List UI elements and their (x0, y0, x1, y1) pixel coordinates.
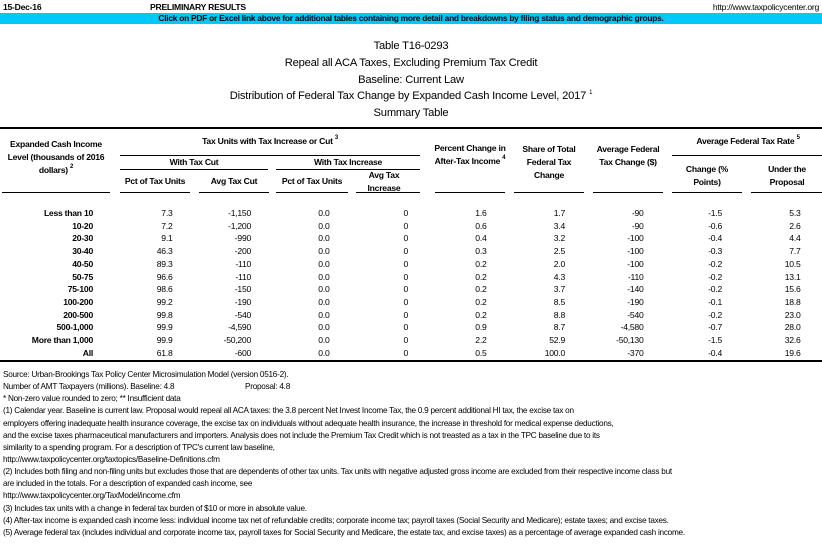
income-level-label: 20-30 (72, 233, 93, 244)
table-row (0, 334, 822, 347)
table-row (0, 232, 822, 245)
table-cell: 0.2 (475, 309, 487, 320)
table-cell: 1.7 (553, 208, 565, 218)
table-row (0, 245, 822, 258)
table-cell: 4.3 (553, 271, 565, 282)
table-cell: 0.6 (475, 220, 487, 231)
column-headers (0, 130, 822, 200)
subtitle-text: Distribution of Federal Tax Change by Expanded Cash Income Level, 2017 (229, 90, 587, 103)
table-cell: 5.3 (789, 208, 801, 218)
table-row (0, 296, 822, 309)
table-cell: -1.5 (708, 335, 722, 345)
underline (672, 192, 742, 193)
table-cell: 7.2 (161, 220, 173, 231)
income-level-label: 50-75 (72, 271, 93, 282)
table-row (0, 347, 822, 360)
footnote-3: (3) Includes tax units with a change in federal tax burden of $10 or more in absolute value. (3, 503, 307, 513)
table-cell: 0.0 (318, 284, 330, 295)
table-cell: -990 (234, 233, 251, 244)
underline (120, 169, 268, 170)
table-cell: 0.2 (475, 284, 487, 295)
header-text: Tax Units with Tax Increase or Cut (202, 136, 333, 146)
header-income-level (0, 138, 112, 177)
table-cell: 2.5 (553, 246, 565, 257)
divider (0, 360, 822, 362)
footnote-ref: 5 (796, 135, 800, 141)
table-cell: -0.2 (708, 271, 722, 282)
footnote-ref: 4 (502, 155, 506, 161)
table-cell: -110 (235, 271, 251, 282)
table-cell: 100.0 (544, 347, 565, 358)
divider (0, 127, 822, 129)
table-cell: 3.4 (553, 220, 565, 231)
income-level-label: 40-50 (72, 258, 93, 269)
table-cell: 1.6 (475, 208, 487, 218)
header-pct-units-cut: Pct of Tax Units (124, 176, 186, 186)
table-cell: 23.0 (784, 309, 801, 320)
footnote-1-cont: employers offering inadequate health insurance coverage, the excise tax on individuals without adequate health insurance, the increase in threshold for medical expense deductions, (3, 418, 614, 428)
underline (356, 192, 420, 193)
underline (593, 192, 663, 193)
table-cell: 0.0 (318, 309, 330, 320)
table-cell: 28.0 (784, 322, 801, 333)
table-cell: -50,130 (616, 335, 644, 345)
table-cell: -100 (627, 233, 644, 244)
footnote-1: (1) Calendar year. Baseline is current law. Proposal would repeal all ACA taxes: the 3.8 percent Net Invest Income Tax, the 0.9 percent additional HI tax, the excise tax on (3, 406, 574, 416)
table-cell: 99.8 (156, 309, 173, 320)
table-cell: 8.7 (553, 322, 565, 333)
footnote-ref: 1 (589, 90, 593, 97)
table-cell: -4,580 (620, 322, 644, 333)
table-cell: -0.7 (708, 322, 722, 333)
table-title: Repeal all ACA Taxes, Excluding Premium Tax Credit (284, 56, 538, 69)
underline (2, 192, 110, 193)
table-cell: 0.0 (318, 347, 330, 358)
underline (276, 192, 348, 193)
table-row (0, 309, 822, 322)
header-pct-units-inc: Pct of Tax Units (281, 176, 343, 186)
amt-note (3, 381, 818, 393)
table-cell: -200 (234, 246, 251, 257)
table-cell: 7.3 (161, 208, 173, 218)
table-cell: 7.7 (789, 246, 801, 257)
table-cell: 0.0 (318, 296, 330, 307)
table-cell: 0.2 (475, 258, 487, 269)
table-row (0, 258, 822, 271)
header-tax-units (120, 135, 420, 148)
table-cell: 0 (403, 309, 408, 320)
footnotes (3, 369, 818, 539)
table-cell: 46.3 (156, 246, 173, 257)
table-cell: -0.4 (708, 233, 722, 244)
underline (435, 192, 505, 193)
table-cell: -50,200 (223, 335, 251, 345)
table-cell: -0.2 (708, 258, 722, 269)
income-level-label: 100-200 (63, 296, 93, 307)
summary-label: Summary Table (373, 107, 449, 120)
table-cell: -1,200 (228, 220, 251, 231)
table-cell: 89.3 (156, 258, 173, 269)
header-with-tax-increase: With Tax Increase (313, 157, 383, 167)
table-row (0, 220, 822, 233)
header-text: Percent Change in After-Tax Income (434, 143, 506, 166)
table-cell: 0 (403, 335, 408, 345)
income-level-label: 30-40 (72, 246, 93, 257)
table-row (0, 207, 822, 220)
rounding-note: * Non-zero value rounded to zero; ** Insufficient data (3, 394, 181, 404)
preliminary-label: PRELIMINARY RESULTS (150, 2, 246, 12)
header-rate-change: Change (% Points) (685, 164, 729, 187)
footnote-2: (2) Includes both filing and non-filing units but excludes those that are dependents of other tax units. Tax units with negative adjusted gross income are excluded from their respective income class but (3, 467, 672, 477)
table-cell: 2.6 (789, 220, 801, 231)
table-cell: -190 (627, 296, 644, 307)
table-cell: 0.0 (318, 246, 330, 257)
table-row (0, 321, 822, 334)
footnote-ref: 3 (334, 135, 338, 141)
table-cell: 0.0 (318, 271, 330, 282)
table-cell: 8.5 (553, 296, 565, 307)
info-banner: Click on PDF or Excel link above for additional tables containing more detail and breakdowns by filing status and demographic groups. (0, 13, 822, 24)
header-pct-change (434, 142, 506, 168)
table-cell: 0 (403, 296, 408, 307)
income-level-label: All (82, 347, 93, 358)
table-cell: 0.0 (318, 233, 330, 244)
table-cell: -90 (631, 220, 644, 231)
income-level-label: 200-500 (63, 309, 93, 320)
table-cell: 3.2 (553, 233, 565, 244)
income-level-label: More than 1,000 (31, 335, 93, 345)
table-cell: 0.9 (475, 322, 487, 333)
table-cell: 0.2 (475, 271, 487, 282)
report-date: 15-Dec-16 (3, 2, 42, 12)
table-cell: -540 (234, 309, 251, 320)
table-cell: 61.8 (156, 347, 173, 358)
income-level-label: 75-100 (67, 284, 93, 295)
table-subtitle (0, 88, 822, 105)
table-cell: 99.9 (156, 335, 173, 345)
table-titles (0, 38, 822, 122)
header-text: Average Federal Tax Rate (696, 136, 795, 146)
income-level-label: Less than 10 (43, 208, 93, 218)
table-cell: 0 (403, 322, 408, 333)
table-cell: 0 (403, 284, 408, 295)
table-cell: 0 (403, 347, 408, 358)
source-note: Source: Urban-Brookings Tax Policy Center Microsimulation Model (version 0516-2). (3, 370, 289, 379)
underline (199, 192, 269, 193)
link-row (3, 454, 818, 466)
table-cell: -0.2 (708, 284, 722, 295)
table-cell: -190 (234, 296, 251, 307)
footnote-ref: 2 (70, 164, 74, 170)
table-cell: -1,150 (228, 208, 251, 218)
header-avg-fed-change: Average Federal Tax Change ($) (596, 144, 660, 167)
table-cell: 0.0 (318, 220, 330, 231)
table-cell: 4.4 (789, 233, 801, 244)
table-cell: 0.3 (475, 246, 487, 257)
table-cell: -0.6 (708, 220, 722, 231)
table-cell: 15.6 (784, 284, 801, 295)
table-cell: 0 (403, 246, 408, 257)
table-cell: 18.8 (784, 296, 801, 307)
table-cell: -0.2 (708, 309, 722, 320)
header-avg-tax-inc: Avg Tax Increase (367, 170, 401, 193)
link-row (3, 490, 818, 502)
table-cell: -150 (234, 284, 251, 295)
table-cell: 0.0 (318, 322, 330, 333)
underline (514, 192, 584, 193)
income-definition-link[interactable]: http://www.taxpolicycenter.org/TaxModel/income.cfm (3, 491, 181, 501)
table-cell: -600 (234, 347, 251, 358)
header-with-tax-cut: With Tax Cut (169, 157, 219, 167)
table-cell: -0.1 (708, 296, 722, 307)
footnote-4: (4) After-tax income is expanded cash income less: individual income tax net of refundable credits; corporate income tax; payroll taxes (Social Security and Medicare); estate taxes; and excise taxes. (3, 515, 669, 525)
footnote-1-cont: and the excise taxes pharmaceutical manufacturers and importers. Analysis does not include the Premium Tax Credit which is not treasted as a tax in the TPC baseline due to its (3, 430, 600, 440)
header-share-total: Share of Total Federal Tax Change (522, 144, 576, 180)
table-cell: -140 (627, 284, 644, 295)
table-cell: 0.0 (318, 208, 330, 218)
table-cell: 0.4 (475, 233, 487, 244)
baseline-definitions-link[interactable]: http://www.taxpolicycenter.org/taxtopics/Baseline-Definitions.cfm (3, 454, 220, 464)
table-id: Table T16-0293 (373, 40, 449, 52)
table-cell: -540 (627, 309, 644, 320)
table-cell: -0.4 (708, 347, 722, 358)
table-cell: 9.1 (161, 233, 173, 244)
header-avg-rate (672, 135, 822, 148)
table-cell: -4,590 (228, 322, 251, 333)
table-cell: 3.7 (553, 284, 565, 295)
table-cell: 19.6 (784, 347, 801, 358)
header-text: Expanded Cash Income Level (thousands of 2016 dollars) (7, 139, 105, 175)
table-cell: 13.1 (784, 271, 801, 282)
footnote-2-cont: are included in the totals. For a description of expanded cash income, see (3, 479, 253, 489)
table-cell: 2.0 (553, 258, 565, 269)
top-bar (0, 0, 822, 13)
underline (120, 192, 190, 193)
underline (672, 155, 822, 156)
table-cell: -110 (627, 271, 644, 282)
table-cell: -110 (235, 258, 251, 269)
table-cell: 0.2 (475, 296, 487, 307)
table-cell: 99.2 (156, 296, 173, 307)
footnote-1-cont: similarity to a spending program. For a description of TPC's current law baseline, (3, 442, 275, 452)
table-cell: -1.5 (708, 208, 722, 218)
income-level-label: 500-1,000 (56, 322, 93, 333)
table-cell: 0 (403, 208, 408, 218)
table-cell: -100 (627, 258, 644, 269)
table-cell: 10.5 (784, 258, 801, 269)
table-cell: -90 (631, 208, 644, 218)
table-cell: 0 (403, 271, 408, 282)
table-cell: 52.9 (549, 335, 565, 345)
table-cell: 0.5 (475, 347, 487, 358)
table-cell: 0 (403, 233, 408, 244)
header-rate-under: Under the Proposal (768, 164, 806, 187)
table-row (0, 283, 822, 296)
table-cell: 8.8 (553, 309, 565, 320)
tpc-link[interactable]: http://www.taxpolicycenter.org (712, 2, 819, 12)
table-cell: -370 (627, 347, 644, 358)
amt-proposal: Proposal: 4.8 (245, 382, 290, 392)
footnote-5: (5) Average federal tax (includes individual and corporate income tax, payroll taxes for Social Security and Medicare, the estate tax, and excise taxes) as a percentage of average expanded cash income. (3, 527, 685, 537)
header-avg-tax-cut: Avg Tax Cut (210, 176, 258, 186)
table-cell: 2.2 (475, 335, 487, 345)
table-cell: 96.6 (156, 271, 173, 282)
table-cell: 0.0 (318, 335, 330, 345)
table-cell: 0 (403, 220, 408, 231)
table-cell: 99.9 (156, 322, 173, 333)
table-cell: 0 (403, 258, 408, 269)
table-row (0, 271, 822, 284)
table-cell: 0.0 (318, 258, 330, 269)
amt-baseline: Number of AMT Taxpayers (millions). Baseline: 4.8 (3, 382, 175, 392)
table-cell: -0.3 (708, 246, 722, 257)
underline (751, 192, 822, 193)
table-cell: 98.6 (156, 284, 173, 295)
table-cell: 32.6 (784, 335, 801, 345)
income-level-label: 10-20 (72, 220, 93, 231)
baseline-label: Baseline: Current Law (358, 73, 464, 86)
table-cell: -100 (627, 246, 644, 257)
